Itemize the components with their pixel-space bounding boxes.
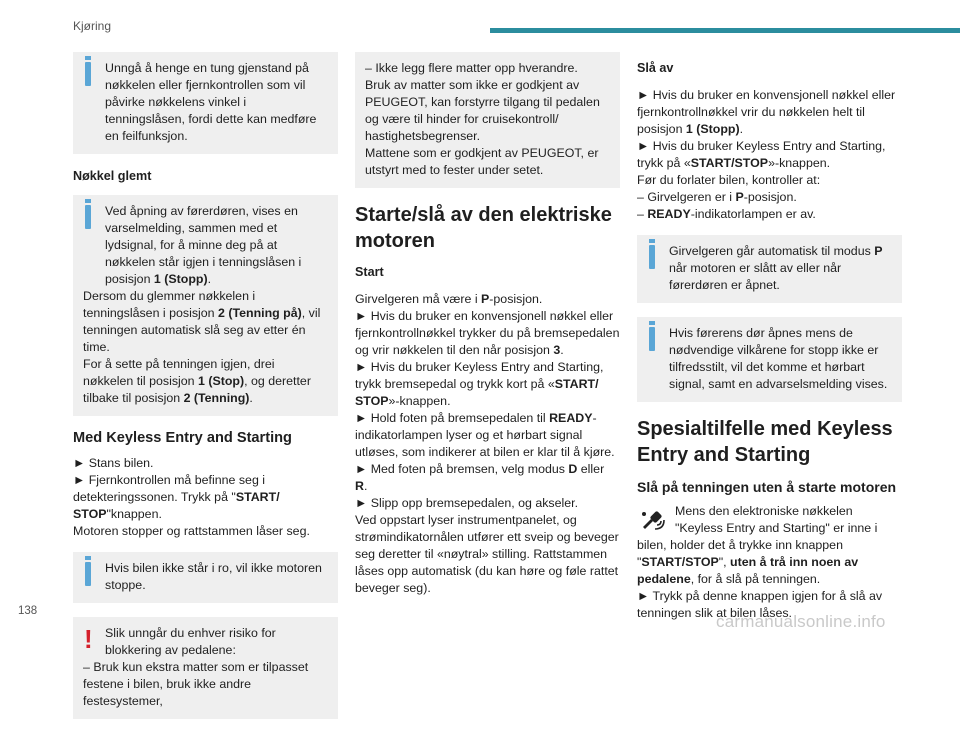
subsection-title-ignition: Slå på tenningen uten å starte motoren bbox=[637, 479, 897, 495]
column-3 bbox=[637, 52, 902, 622]
step-text: ► Hvis du bruker en konvensjonell nøkkel eller fjernkontrollnøkkel trykker du på bremsepedalen og vrir nøkkelen til den når posisjon 3. bbox=[355, 309, 620, 357]
body-text: Motoren stopper og rattstammen låser seg. bbox=[73, 524, 310, 538]
info-icon bbox=[85, 562, 91, 586]
section-title-start-stop: Starte/slå av den elektriske motoren bbox=[355, 204, 612, 252]
step-text: ► Fjernkontrollen må befinne seg i detekteringssonen. Trykk på "START/ STOP"knappen. bbox=[73, 473, 280, 521]
body-text: Før du forlater bilen, kontroller at: bbox=[637, 173, 821, 187]
warning-box-pedals bbox=[73, 617, 338, 719]
subsection-title-start: Start bbox=[355, 265, 384, 279]
info-box-forgot-key bbox=[73, 195, 338, 416]
subsection-title-forgot: Nøkkel glemt bbox=[73, 169, 152, 183]
info-text: Unngå å henge en tung gjenstand på nøkkelen eller fjernkontrollen som vil påvirke nøkkelens vinkel i tenningslåsen, fordi dette kan medføre en feilfunksjon. bbox=[105, 61, 317, 143]
subsection-title-off: Slå av bbox=[637, 61, 674, 75]
info-text: Dersom du glemmer nøkkelen i tenningslåsen i posisjon 2 (Tenning på), vil tenningen automatisk slå seg av etter én time. bbox=[83, 289, 321, 354]
info-text: Ved åpning av førerdøren, vises en varselmelding, sammen med et lydsignal, for å minne deg på at nøkkelen står igjen i tenningslåsen i posisjon 1 (Stopp). bbox=[105, 204, 302, 286]
list-item: – Girvelgeren er i P-posisjon. bbox=[637, 190, 797, 204]
warning-text: – Ikke legg flere matter opp hverandre. bbox=[365, 61, 578, 75]
info-icon bbox=[649, 327, 655, 351]
info-box-door-open bbox=[637, 317, 902, 402]
step-text: ► Slipp opp bremsepedalen, og akseler. bbox=[355, 496, 579, 510]
body-text: Ved oppstart lyser instrumentpanelet, og strømindikatornålen utfører ett sveip og beveger seg deretter til «nøytral» stilling. Rattstammen låses opp automatisk (du kan høre og føle rattet beveger seg). bbox=[355, 513, 619, 595]
info-box-hanging bbox=[73, 52, 338, 154]
warning-text: Bruk av matter som ikke er godkjent av PEUGEOT, kan forstyrre tilgang til pedalen og være til hinder for cruisekontroll/ hastighetsbegrenser. bbox=[365, 78, 600, 143]
list-item: – READY-indikatorlampen er av. bbox=[637, 207, 816, 221]
warning-icon: ! bbox=[84, 624, 93, 654]
watermark: carmanualsonline.info bbox=[716, 612, 886, 631]
body-text: Girvelgeren må være i P-posisjon. bbox=[355, 292, 543, 306]
info-text: Girvelgeren går automatisk til modus P når motoren er slått av eller når førerdøren er åpnet. bbox=[669, 244, 883, 292]
step-text: ► Hold foten på bremsepedalen til READY-indikatorlampen lyser og et hørbart signal utløses, som indikerer at bilen er klar til å kjøre. bbox=[355, 411, 615, 459]
section-title-keyless: Med Keyless Entry and Starting bbox=[73, 430, 292, 446]
info-box-gear-p bbox=[637, 235, 902, 303]
info-text: Hvis bilen ikke står i ro, vil ikke motoren stoppe. bbox=[105, 561, 322, 592]
warning-text: Slik unngår du enhver risiko for blokkering av pedalene: bbox=[105, 626, 276, 657]
warning-text: Mattene som er godkjent av PEUGEOT, er utstyrt med to fester under setet. bbox=[365, 146, 599, 177]
column-1 bbox=[73, 52, 338, 733]
step-text: ► Trykk på denne knappen igjen for å slå av tenningen slik at bilen låses. bbox=[637, 589, 883, 620]
info-icon bbox=[85, 205, 91, 229]
info-box-not-stationary bbox=[73, 552, 338, 603]
info-icon bbox=[649, 245, 655, 269]
section-title-special-case: Spesialtilfelle med Keyless Entry and Starting bbox=[637, 418, 893, 466]
info-text: Hvis førerens dør åpnes mens de nødvendige vilkårene for stopp ikke er tilfredsstilt, vil det komme et hørbart signal, samt en advarselsmelding vises. bbox=[669, 326, 888, 391]
keyless-key-icon bbox=[637, 505, 667, 535]
warning-box-continued bbox=[355, 52, 620, 188]
step-text: ► Med foten på bremsen, velg modus D eller R. bbox=[355, 462, 605, 493]
step-text: ► Hvis du bruker Keyless Entry and Starting, trykk bremsepedal og trykk kort på «START/ STOP»-knappen. bbox=[355, 360, 604, 408]
step-text: ► Hvis du bruker Keyless Entry and Starting, trykk på «START/STOP»-knappen. bbox=[637, 139, 886, 170]
step-text: ► Hvis du bruker en konvensjonell nøkkel eller fjernkontrollnøkkel vrir du nøkkelen helt til posisjon 1 (Stopp). bbox=[637, 88, 896, 136]
body-text: Mens den elektroniske nøkkelen "Keyless Entry and Starting" er inne i bilen, holder det å trykke inn knappen "START/STOP", uten å trå inn noen av pedalene, for å slå på tenningen. bbox=[637, 504, 878, 586]
info-icon bbox=[85, 62, 91, 86]
section-title: Kjøring bbox=[73, 19, 112, 33]
header-accent-bar bbox=[490, 28, 960, 33]
warning-text: – Bruk kun ekstra matter som er tilpasset festene i bilen, bruk ikke andre festesystemer, bbox=[83, 660, 309, 708]
info-text: For å sette på tenningen igjen, drei nøkkelen til posisjon 1 (Stop), og deretter tilbake til posisjon 2 (Tenning). bbox=[83, 357, 311, 405]
column-2 bbox=[355, 52, 620, 597]
page-number: 138 bbox=[18, 605, 38, 617]
step-text: ► Stans bilen. bbox=[73, 456, 154, 470]
